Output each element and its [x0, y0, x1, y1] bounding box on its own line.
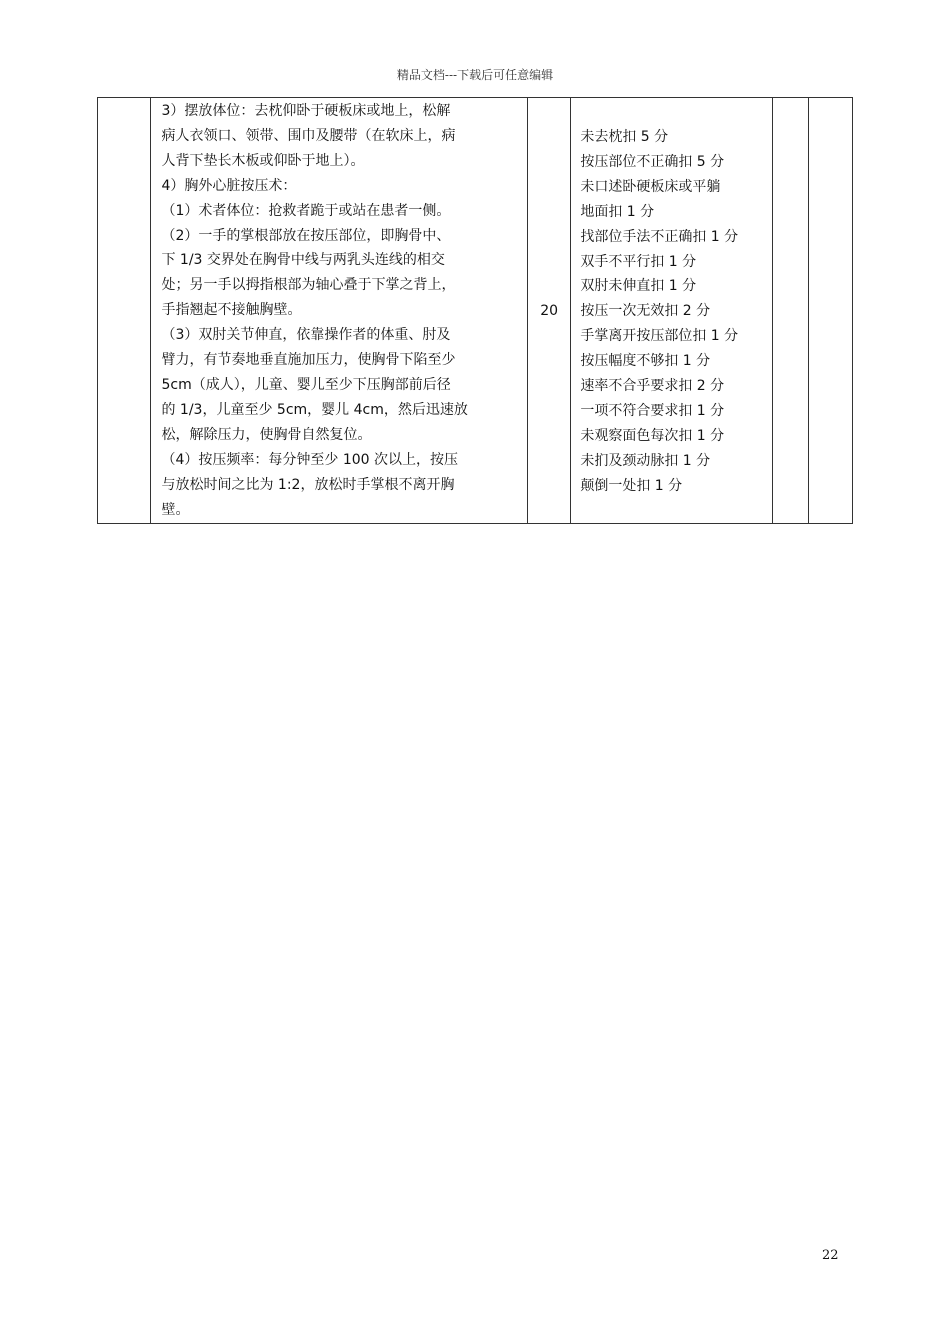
- content-line: 4）胸外心脏按压术：: [161, 177, 297, 194]
- content-line: 手指翘起不接触胸壁。: [161, 302, 302, 319]
- deduction-line: 未扪及颈动脉扣 1 分: [580, 452, 711, 469]
- page-header: 精品文档---下载后可任意编辑: [396, 68, 554, 82]
- content-line: 与放松时间之比为 1:2，放松时手掌根不离开胸: [161, 476, 455, 493]
- deduction-line: 按压部位不正确扣 5 分: [580, 153, 725, 170]
- content-line: 下 1/3 交界处在胸骨中线与两乳头连线的相交: [161, 252, 445, 269]
- scoring-table: [97, 97, 853, 524]
- content-line: 5cm（成人），儿童、婴儿至少下压胸部前后径: [161, 376, 451, 393]
- deduction-line: 一项不符合要求扣 1 分: [580, 402, 725, 419]
- deduction-line: 手掌离开按压部位扣 1 分: [580, 328, 739, 345]
- deduction-line: 地面扣 1 分: [580, 203, 655, 220]
- item-cell: [98, 98, 151, 524]
- deduction-line: 未口述卧硬板床或平躺: [580, 178, 721, 195]
- final-score-cell: [808, 98, 852, 524]
- deduction-line: 未去枕扣 5 分: [580, 129, 669, 145]
- deduction-line: 颠倒一处扣 1 分: [580, 477, 683, 494]
- content-line: 的 1/3，儿童至少 5cm，婴儿 4cm，然后迅速放: [161, 401, 468, 418]
- deduction-cell: [571, 98, 773, 524]
- deduction-line: 速率不合乎要求扣 2 分: [580, 378, 725, 395]
- table-row: [98, 98, 853, 524]
- deduction-line: 双手不平行扣 1 分: [580, 253, 697, 270]
- content-line: （1）术者体位：抢救者跪于或站在患者一侧。: [161, 202, 451, 219]
- content-line: 壁。: [161, 501, 190, 518]
- deduction-line: 按压一次无效扣 2 分: [580, 303, 711, 320]
- procedure-content: [151, 98, 526, 523]
- page-number: 22: [822, 1248, 839, 1263]
- deduction-criteria: [571, 98, 772, 501]
- content-line: （4）按压频率：每分钟至少 100 次以上，按压: [161, 451, 459, 468]
- content-line: 3）摆放体位：去枕仰卧于硬板床或地上，松解: [161, 103, 451, 119]
- deduction-line: 未观察面色每次扣 1 分: [580, 427, 725, 444]
- score-cell: 20: [527, 98, 570, 524]
- procedure-content-cell: [151, 98, 527, 524]
- content-line: 病人衣领口、领带、围巾及腰带（在软床上，病: [161, 127, 456, 144]
- deduction-line: 按压幅度不够扣 1 分: [580, 353, 711, 370]
- content-line: 松，解除压力，使胸骨自然复位。: [161, 426, 372, 443]
- content-line: 处；另一手以拇指根部为轴心叠于下掌之背上，: [161, 277, 456, 294]
- content-line: （2）一手的掌根部放在按压部位，即胸骨中、: [161, 227, 451, 244]
- content-line: 人背下垫长木板或仰卧于地上）。: [161, 152, 365, 169]
- deduction-line: 找部位手法不正确扣 1 分: [580, 228, 739, 245]
- content-line: （3）双肘关节伸直，依靠操作者的体重、肘及: [161, 327, 451, 344]
- content-line: 臂力，有节奏地垂直施加压力，使胸骨下陷至少: [161, 352, 456, 369]
- deducted-points-cell: [773, 98, 808, 524]
- deduction-line: 双肘未伸直扣 1 分: [580, 278, 697, 295]
